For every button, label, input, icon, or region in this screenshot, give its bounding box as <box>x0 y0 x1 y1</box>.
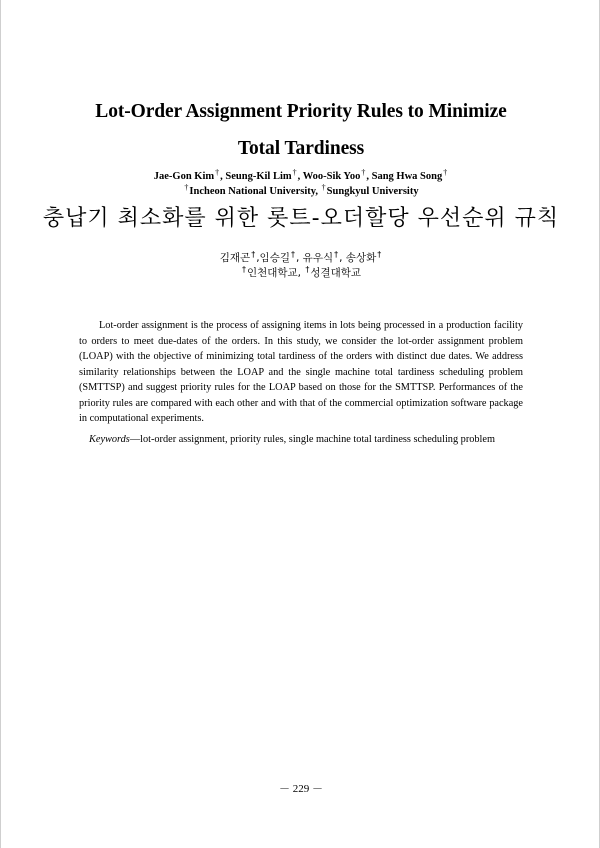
dagger-mark: † <box>290 250 295 259</box>
dagger-mark: † <box>251 250 256 259</box>
dagger-mark: † <box>241 265 246 274</box>
keywords-text: —lot-order assignment, priority rules, single machine total tardiness scheduling problem <box>129 434 495 445</box>
author-name: Jae-Gon Kim <box>153 171 215 182</box>
dagger-mark: † <box>184 183 189 192</box>
affiliation-separator <box>318 186 321 197</box>
dagger-mark: † <box>215 168 220 177</box>
affiliation-name: Sungkyul University <box>326 186 419 197</box>
paper-title-line-2: Total Tardiness <box>237 138 365 159</box>
dagger-mark: † <box>361 168 366 177</box>
author-separator: , <box>339 252 346 264</box>
author-name: Sang Hwa Song <box>371 171 443 182</box>
author-name: 유우식 <box>302 252 334 264</box>
author-name: Seung-Kil Lim <box>225 171 292 182</box>
keywords-line <box>79 432 523 448</box>
author-name: Woo-Sik Yoo <box>302 171 361 182</box>
affiliation-name: 인천대학교, <box>246 267 301 279</box>
author-name: 임승길 <box>259 252 290 264</box>
affiliation-name: 성결대학교 <box>310 267 362 279</box>
author-separator: , <box>295 252 303 264</box>
author-name: 김재곤 <box>219 252 251 264</box>
author-separator: , <box>220 171 226 182</box>
paper-title-line-1: Lot-Order Assignment Priority Rules to Minimize <box>95 101 507 122</box>
page-number: － 229 － <box>279 783 323 795</box>
author-separator: , <box>366 171 372 182</box>
abstract-paragraph: Lot-order assignment is the process of assigning items in lots being processed in a production facility to orders to meet due-dates of the orders. In this study, we consider the lot-order assignment problem (LOAP) with the objective of minimizing total tardiness of the orders with distinct due dates. We address similarity relationships between the LOAP and the single machine total tardiness scheduling problem (SMTTSP) and suggest priority rules for the LOAP based on those for the SMTTSP. Performances of the priority rules are compared with each other and with that of the commercial optimization software package in computational experiments. <box>79 320 523 424</box>
author-separator: , <box>256 252 260 264</box>
author-list-en <box>1 169 600 183</box>
author-name: 송상화 <box>345 252 377 264</box>
dagger-mark: † <box>377 250 382 259</box>
affiliation-list-kr <box>1 266 600 279</box>
affiliation-name: Incheon National University, <box>189 186 319 197</box>
dagger-mark: † <box>305 265 310 274</box>
dagger-mark: † <box>292 168 297 177</box>
dagger-mark: † <box>334 250 339 259</box>
author-separator: , <box>297 171 303 182</box>
dagger-mark: † <box>321 183 326 192</box>
affiliation-separator <box>301 267 304 279</box>
paper-title-korean: 충납기 최소화를 위한 롯트-오더할당 우선순위 규칙 <box>42 206 560 231</box>
dagger-mark: † <box>443 168 448 177</box>
keywords-label: Keywords <box>89 434 130 445</box>
affiliation-list-en <box>1 184 600 198</box>
author-list-kr <box>1 251 600 264</box>
